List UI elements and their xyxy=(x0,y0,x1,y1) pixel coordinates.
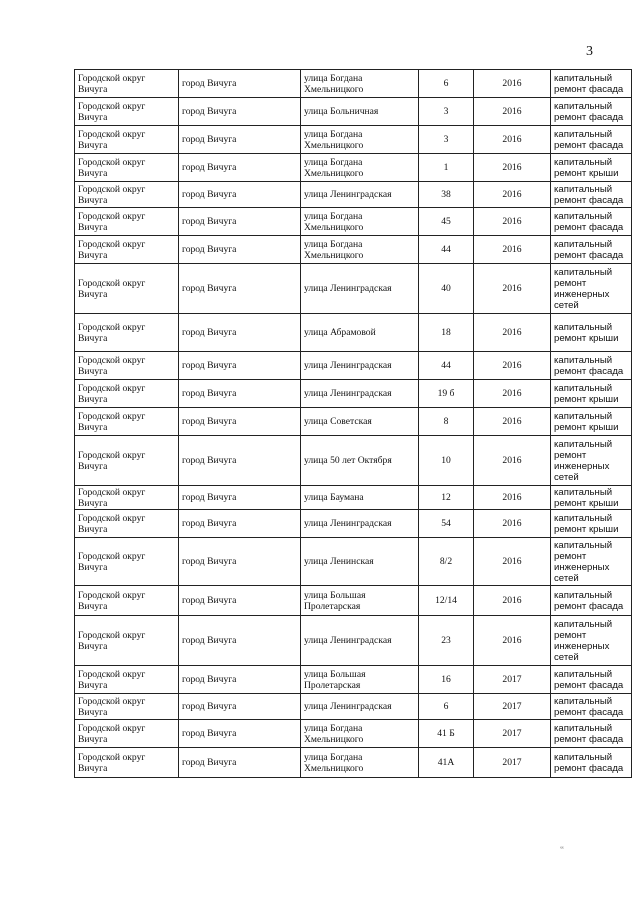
work-type-cell: капитальный ремонт инженерных сетей xyxy=(551,264,632,314)
house-number-cell: 12 xyxy=(419,486,474,510)
district-cell: Городской округ Вичуга xyxy=(75,314,179,352)
house-number-cell: 19 б xyxy=(419,380,474,408)
work-type-cell: капитальный ремонт фасада xyxy=(551,70,632,98)
year-cell: 2016 xyxy=(474,264,551,314)
work-type-cell: капитальный ремонт крыши xyxy=(551,314,632,352)
street-cell: улица Больничная xyxy=(301,98,419,126)
year-cell: 2016 xyxy=(474,154,551,182)
work-type-cell: капитальный ремонт фасада xyxy=(551,586,632,616)
street-cell: улица Ленинградская xyxy=(301,182,419,208)
city-cell: город Вичуга xyxy=(179,694,301,720)
work-type-cell: капитальный ремонт фасада xyxy=(551,236,632,264)
house-number-cell: 1 xyxy=(419,154,474,182)
district-cell: Городской округ Вичуга xyxy=(75,208,179,236)
table-row xyxy=(75,264,632,314)
house-number-cell: 45 xyxy=(419,208,474,236)
street-cell: улица Абрамовой xyxy=(301,314,419,352)
year-cell: 2016 xyxy=(474,616,551,666)
year-cell: 2016 xyxy=(474,380,551,408)
house-number-cell: 16 xyxy=(419,666,474,694)
table-row xyxy=(75,720,632,748)
street-cell: улица Богдана Хмельницкого xyxy=(301,208,419,236)
district-cell: Городской округ Вичуга xyxy=(75,436,179,486)
year-cell: 2016 xyxy=(474,70,551,98)
year-cell: 2017 xyxy=(474,694,551,720)
house-number-cell: 41А xyxy=(419,748,474,778)
city-cell: город Вичуга xyxy=(179,154,301,182)
district-cell: Городской округ Вичуга xyxy=(75,666,179,694)
street-cell: улица Ленинградская xyxy=(301,352,419,380)
work-type-cell: капитальный ремонт крыши xyxy=(551,510,632,538)
work-type-cell: капитальный ремонт фасада xyxy=(551,720,632,748)
house-number-cell: 54 xyxy=(419,510,474,538)
city-cell: город Вичуга xyxy=(179,666,301,694)
year-cell: 2016 xyxy=(474,486,551,510)
street-cell: улица Советская xyxy=(301,408,419,436)
work-type-cell: капитальный ремонт фасада xyxy=(551,182,632,208)
table-row xyxy=(75,182,632,208)
district-cell: Городской округ Вичуга xyxy=(75,408,179,436)
city-cell: город Вичуга xyxy=(179,98,301,126)
street-cell: улица Богдана Хмельницкого xyxy=(301,126,419,154)
table-row xyxy=(75,616,632,666)
district-cell: Городской округ Вичуга xyxy=(75,98,179,126)
table-row xyxy=(75,510,632,538)
table-row xyxy=(75,208,632,236)
house-number-cell: 12/14 xyxy=(419,586,474,616)
year-cell: 2016 xyxy=(474,314,551,352)
table-row xyxy=(75,352,632,380)
work-type-cell: капитальный ремонт крыши xyxy=(551,486,632,510)
house-number-cell: 40 xyxy=(419,264,474,314)
district-cell: Городской округ Вичуга xyxy=(75,538,179,586)
district-cell: Городской округ Вичуга xyxy=(75,616,179,666)
work-type-cell: капитальный ремонт фасада xyxy=(551,748,632,778)
table-row xyxy=(75,666,632,694)
district-cell: Городской округ Вичуга xyxy=(75,586,179,616)
table-row xyxy=(75,380,632,408)
street-cell: улица Богдана Хмельницкого xyxy=(301,748,419,778)
work-type-cell: капитальный ремонт фасада xyxy=(551,694,632,720)
city-cell: город Вичуга xyxy=(179,586,301,616)
table-row xyxy=(75,748,632,778)
table-row xyxy=(75,70,632,98)
district-cell: Городской округ Вичуга xyxy=(75,126,179,154)
year-cell: 2016 xyxy=(474,126,551,154)
year-cell: 2017 xyxy=(474,748,551,778)
work-type-cell: капитальный ремонт инженерных сетей xyxy=(551,538,632,586)
street-cell: улица Ленинская xyxy=(301,538,419,586)
street-cell: улица Баумана xyxy=(301,486,419,510)
district-cell: Городской округ Вичуга xyxy=(75,352,179,380)
house-number-cell: 10 xyxy=(419,436,474,486)
year-cell: 2016 xyxy=(474,182,551,208)
table-row xyxy=(75,408,632,436)
street-cell: улица Ленинградская xyxy=(301,510,419,538)
city-cell: город Вичуга xyxy=(179,510,301,538)
table-row xyxy=(75,694,632,720)
year-cell: 2016 xyxy=(474,352,551,380)
street-cell: улица Большая Пролетарская xyxy=(301,586,419,616)
city-cell: город Вичуга xyxy=(179,538,301,586)
city-cell: город Вичуга xyxy=(179,748,301,778)
house-number-cell: 3 xyxy=(419,98,474,126)
table-row xyxy=(75,126,632,154)
table-row xyxy=(75,154,632,182)
street-cell: улица Богдана Хмельницкого xyxy=(301,720,419,748)
house-number-cell: 38 xyxy=(419,182,474,208)
work-type-cell: капитальный ремонт инженерных сетей xyxy=(551,616,632,666)
district-cell: Городской округ Вичуга xyxy=(75,748,179,778)
district-cell: Городской округ Вичуга xyxy=(75,510,179,538)
work-type-cell: капитальный ремонт крыши xyxy=(551,154,632,182)
table-row xyxy=(75,436,632,486)
street-cell: улица Богдана Хмельницкого xyxy=(301,154,419,182)
year-cell: 2016 xyxy=(474,236,551,264)
housing-repair-table xyxy=(74,69,632,778)
work-type-cell: капитальный ремонт фасада xyxy=(551,126,632,154)
house-number-cell: 3 xyxy=(419,126,474,154)
district-cell: Городской округ Вичуга xyxy=(75,486,179,510)
work-type-cell: капитальный ремонт фасада xyxy=(551,98,632,126)
district-cell: Городской округ Вичуга xyxy=(75,154,179,182)
district-cell: Городской округ Вичуга xyxy=(75,694,179,720)
house-number-cell: 6 xyxy=(419,70,474,98)
year-cell: 2016 xyxy=(474,436,551,486)
house-number-cell: 44 xyxy=(419,352,474,380)
street-cell: улица Ленинградская xyxy=(301,616,419,666)
table-row xyxy=(75,486,632,510)
city-cell: город Вичуга xyxy=(179,436,301,486)
district-cell: Городской округ Вичуга xyxy=(75,236,179,264)
table-row xyxy=(75,98,632,126)
year-cell: 2017 xyxy=(474,666,551,694)
year-cell: 2016 xyxy=(474,208,551,236)
street-cell: улица Большая Пролетарская xyxy=(301,666,419,694)
work-type-cell: капитальный ремонт фасада xyxy=(551,208,632,236)
city-cell: город Вичуга xyxy=(179,182,301,208)
year-cell: 2016 xyxy=(474,510,551,538)
work-type-cell: капитальный ремонт крыши xyxy=(551,380,632,408)
work-type-cell: капитальный ремонт фасада xyxy=(551,352,632,380)
city-cell: город Вичуга xyxy=(179,486,301,510)
district-cell: Городской округ Вичуга xyxy=(75,264,179,314)
city-cell: город Вичуга xyxy=(179,616,301,666)
house-number-cell: 6 xyxy=(419,694,474,720)
work-type-cell: капитальный ремонт инженерных сетей xyxy=(551,436,632,486)
street-cell: улица Ленинградская xyxy=(301,264,419,314)
table-row xyxy=(75,236,632,264)
city-cell: город Вичуга xyxy=(179,380,301,408)
city-cell: город Вичуга xyxy=(179,352,301,380)
house-number-cell: 23 xyxy=(419,616,474,666)
year-cell: 2017 xyxy=(474,720,551,748)
district-cell: Городской округ Вичуга xyxy=(75,380,179,408)
year-cell: 2016 xyxy=(474,408,551,436)
house-number-cell: 44 xyxy=(419,236,474,264)
work-type-cell: капитальный ремонт крыши xyxy=(551,408,632,436)
city-cell: город Вичуга xyxy=(179,720,301,748)
house-number-cell: 8 xyxy=(419,408,474,436)
street-cell: улица Богдана Хмельницкого xyxy=(301,236,419,264)
table-row xyxy=(75,314,632,352)
house-number-cell: 8/2 xyxy=(419,538,474,586)
city-cell: город Вичуга xyxy=(179,314,301,352)
district-cell: Городской округ Вичуга xyxy=(75,720,179,748)
year-cell: 2016 xyxy=(474,98,551,126)
district-cell: Городской округ Вичуга xyxy=(75,70,179,98)
street-cell: улица Ленинградская xyxy=(301,694,419,720)
street-cell: улица Богдана Хмельницкого xyxy=(301,70,419,98)
scan-mark: ‟ xyxy=(560,845,564,855)
city-cell: город Вичуга xyxy=(179,408,301,436)
page-number: 3 xyxy=(586,44,593,59)
city-cell: город Вичуга xyxy=(179,264,301,314)
year-cell: 2016 xyxy=(474,586,551,616)
street-cell: улица Ленинградская xyxy=(301,380,419,408)
house-number-cell: 18 xyxy=(419,314,474,352)
table-row xyxy=(75,586,632,616)
district-cell: Городской округ Вичуга xyxy=(75,182,179,208)
city-cell: город Вичуга xyxy=(179,70,301,98)
work-type-cell: капитальный ремонт фасада xyxy=(551,666,632,694)
table-row xyxy=(75,538,632,586)
year-cell: 2016 xyxy=(474,538,551,586)
street-cell: улица 50 лет Октября xyxy=(301,436,419,486)
city-cell: город Вичуга xyxy=(179,236,301,264)
city-cell: город Вичуга xyxy=(179,126,301,154)
city-cell: город Вичуга xyxy=(179,208,301,236)
house-number-cell: 41 Б xyxy=(419,720,474,748)
